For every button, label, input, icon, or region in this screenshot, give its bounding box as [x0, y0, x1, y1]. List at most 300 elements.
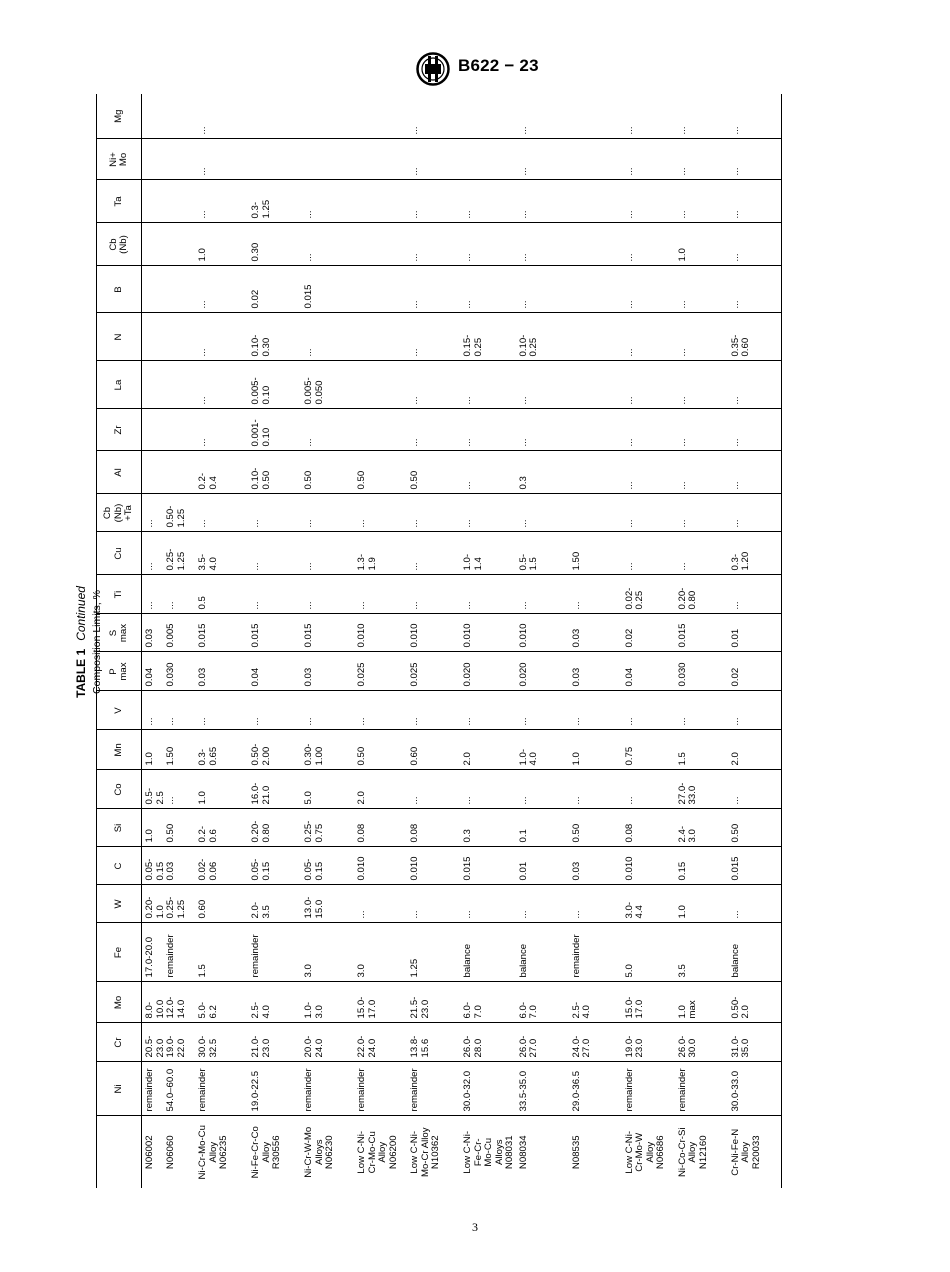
column-header: Ni: [97, 1062, 142, 1116]
table-cell: [195, 409, 248, 451]
table-cell: [142, 652, 196, 691]
table-cell: [569, 691, 622, 730]
cell-text: ... ...: [144, 717, 176, 726]
cell-text: 5.0: [303, 791, 314, 805]
cell-text: remainder: [623, 1068, 635, 1112]
cell-text: ...: [462, 253, 473, 262]
cell-text: 8.0- 10.0 12.0- 14.0: [144, 996, 187, 1019]
table-cell: [460, 451, 516, 494]
cell-text: ...: [676, 562, 688, 571]
table-cell: [354, 982, 407, 1023]
table-cell: [569, 223, 622, 266]
cell-text: ...: [356, 717, 367, 726]
cell-text: 1.0 1.50: [144, 746, 176, 766]
table-cell: [622, 494, 675, 532]
column-header: Si: [97, 809, 142, 847]
table-cell: [569, 982, 622, 1023]
table-cell: [142, 730, 196, 770]
cell-text: 0.30- 1.00: [303, 743, 325, 766]
cell-text: ...: [303, 253, 314, 262]
cell-text: ...: [623, 253, 635, 262]
column-header: Al: [97, 451, 142, 494]
cell-text: 0.03: [197, 667, 208, 687]
cell-text: 0.15- 0.25: [462, 334, 484, 357]
table-cell: [142, 847, 196, 885]
cell-text: ...: [409, 348, 420, 357]
table-cell: [516, 847, 569, 885]
cell-text: ...: [462, 300, 473, 309]
cell-text: ...: [570, 601, 582, 610]
table-cell: [195, 770, 248, 809]
cell-text: 13.0- 15.0: [303, 896, 325, 919]
table-cell: [354, 494, 407, 532]
cell-text: ...: [517, 519, 529, 528]
cell-text: ...: [623, 348, 635, 357]
table-cell: [142, 1023, 196, 1062]
table-cell: [675, 614, 728, 652]
table-cell: [248, 809, 301, 847]
table-cell: [354, 614, 407, 652]
table-cell: [516, 94, 569, 139]
table-cell: [248, 180, 301, 223]
cell-text: ...: [729, 910, 741, 919]
table-cell: [407, 575, 460, 614]
table-cell: [301, 139, 354, 180]
table-cell: [195, 313, 248, 361]
table-cell: [622, 409, 675, 451]
cell-text: 0.50: [356, 470, 367, 490]
table-cell: [195, 847, 248, 885]
alloy-designation: [460, 1116, 516, 1188]
cell-text: ...: [729, 481, 741, 490]
table-cell: [301, 770, 354, 809]
cell-text: ...: [623, 396, 635, 405]
table-cell: [407, 94, 460, 139]
cell-text: ...: [303, 601, 314, 610]
cell-text: ...: [517, 126, 529, 135]
cell-text: 0.60: [409, 746, 420, 766]
table-cell: [195, 885, 248, 923]
cell-text: ...: [729, 519, 741, 528]
table-cell: [569, 94, 622, 139]
table-cell: [569, 847, 622, 885]
table-cell: [407, 361, 460, 409]
table-cell: [407, 885, 460, 923]
table-cell: [675, 451, 728, 494]
table-cell: [301, 361, 354, 409]
table-cell: [728, 730, 782, 770]
table-cell: [248, 94, 301, 139]
cell-text: ...: [462, 210, 473, 219]
table-cell: [195, 223, 248, 266]
cell-text: 0.015: [676, 623, 688, 648]
table-cell: [569, 266, 622, 313]
cell-text: 2.0: [462, 752, 473, 766]
cell-text: ...: [462, 481, 473, 490]
cell-text: Ni-Cr-Mo-Cu Alloy N06235: [197, 1125, 229, 1180]
cell-text: ...: [729, 601, 741, 610]
cell-text: 0.20- 1.0 0.25- 1.25: [144, 896, 187, 919]
table-cell: [675, 575, 728, 614]
cell-text: ...: [197, 717, 208, 726]
cell-text: Low C-Ni- Fe-Cr- Mo-Cu Alloys N08031: [462, 1130, 515, 1174]
cell-text: 26.0- 28.0: [462, 1035, 484, 1058]
cell-text: ...: [676, 481, 688, 490]
table-cell: [622, 923, 675, 982]
table-cell: [622, 94, 675, 139]
table-cell: [728, 770, 782, 809]
table-cell: [516, 652, 569, 691]
table-cell: [195, 361, 248, 409]
cell-text: 1.3- 1.9: [356, 553, 378, 571]
table-cell: [460, 1023, 516, 1062]
table-cell: [460, 532, 516, 575]
cell-text: ...: [676, 167, 688, 176]
cell-text: ...: [517, 601, 529, 610]
table-cell: [516, 313, 569, 361]
table-cell: [516, 532, 569, 575]
column-header: La: [97, 361, 142, 409]
table-cell: [728, 451, 782, 494]
cell-text: ...: [517, 438, 529, 447]
cell-text: ...: [197, 167, 208, 176]
cell-text: 29.0-36.5: [570, 1070, 582, 1112]
column-header: Ni+ Mo: [97, 139, 142, 180]
table-cell: [569, 532, 622, 575]
cell-text: ...: [303, 562, 314, 571]
cell-text: 1.0: [197, 791, 208, 805]
table-cell: [675, 532, 728, 575]
cell-text: Low C-Ni- Cr-Mo-W Alloy N06686: [623, 1130, 666, 1174]
table-cell: [248, 532, 301, 575]
table-cell: [516, 770, 569, 809]
cell-text: 1.0: [570, 752, 582, 766]
cell-text: 0.60: [197, 899, 208, 919]
cell-text: 0.005- 0.10: [250, 377, 272, 405]
cell-text: 1.25: [409, 958, 420, 978]
table-cell: [195, 1062, 248, 1116]
cell-text: remainder 54.0–60.0: [144, 1068, 176, 1112]
table-cell: [516, 180, 569, 223]
cell-text: ...: [729, 396, 741, 405]
table-cell: [460, 691, 516, 730]
cell-text: ...: [197, 519, 208, 528]
cell-text: ...: [676, 126, 688, 135]
cell-text: 0.10- 0.30: [250, 334, 272, 357]
cell-text: 0.50- 2.0: [729, 996, 751, 1019]
cell-text: 0.010: [409, 856, 420, 881]
cell-text: N08535: [570, 1135, 582, 1170]
column-header: Mn: [97, 730, 142, 770]
table-cell: [728, 361, 782, 409]
cell-text: ... 0.50- 1.25: [144, 505, 187, 528]
table-cell: [301, 730, 354, 770]
cell-text: 2.5- 4.0: [250, 1001, 272, 1019]
cell-text: ...: [197, 396, 208, 405]
table-cell: [675, 223, 728, 266]
table-cell: [301, 809, 354, 847]
alloy-designation: [301, 1116, 354, 1188]
cell-text: 0.50: [729, 823, 741, 843]
cell-text: 0.08: [409, 823, 420, 843]
table-cell: [142, 361, 196, 409]
table-cell: [354, 809, 407, 847]
cell-text: 0.35- 0.60: [729, 334, 751, 357]
column-header: Cb (Nb): [97, 223, 142, 266]
cell-text: ...: [356, 601, 367, 610]
page-number: 3: [472, 1220, 478, 1234]
table-cell: [248, 361, 301, 409]
alloy-designation: [569, 1116, 622, 1188]
table-cell: [301, 223, 354, 266]
table-cell: [728, 1062, 782, 1116]
alloy-designation: [675, 1116, 728, 1188]
cell-text: ...: [250, 519, 261, 528]
table-cell: [622, 451, 675, 494]
cell-text: remainder: [409, 1068, 420, 1112]
table-cell: [248, 313, 301, 361]
cell-text: 0.015: [462, 856, 473, 881]
column-header: W: [97, 885, 142, 923]
table-cell: [675, 770, 728, 809]
table-cell: [248, 885, 301, 923]
table-cell: [728, 575, 782, 614]
table-cell: [622, 532, 675, 575]
cell-text: ...: [570, 796, 582, 805]
table-cell: [569, 614, 622, 652]
table-cell: [195, 94, 248, 139]
cell-text: 0.010: [356, 623, 367, 648]
cell-text: ...: [356, 910, 367, 919]
table-cell: [354, 139, 407, 180]
cell-text: 3.0- 4.4: [623, 901, 645, 919]
cell-text: 0.03: [570, 861, 582, 881]
table-cell: [622, 1062, 675, 1116]
cell-text: 0.010: [517, 623, 529, 648]
table-cell: [301, 494, 354, 532]
cell-text: ...: [517, 167, 529, 176]
table-cell: [460, 923, 516, 982]
cell-text: ... 0.25- 1.25: [144, 548, 187, 571]
cell-text: remainder: [356, 1068, 367, 1112]
table-cell: [569, 770, 622, 809]
column-header: C: [97, 847, 142, 885]
table-cell: [407, 139, 460, 180]
cell-text: ...: [676, 519, 688, 528]
table-cell: [142, 809, 196, 847]
cell-text: ...: [570, 910, 582, 919]
table-cell: [569, 494, 622, 532]
cell-text: 0.1: [517, 829, 529, 843]
table-cell: [728, 923, 782, 982]
table-cell: [142, 266, 196, 313]
cell-text: 17.0-20.0 remainder: [144, 934, 176, 978]
cell-text: 0.50: [409, 470, 420, 490]
table-cell: [301, 575, 354, 614]
cell-text: Low C-Ni- Mo-Cr Alloy N10362: [409, 1127, 441, 1178]
cell-text: ...: [409, 562, 420, 571]
cell-text: ...: [250, 562, 261, 571]
table-cell: [301, 180, 354, 223]
table-cell: [675, 730, 728, 770]
table-cell: [622, 223, 675, 266]
table-cell: [460, 494, 516, 532]
table-row: [301, 94, 354, 1188]
table-cell: [407, 266, 460, 313]
cell-text: 0.020: [462, 662, 473, 687]
cell-text: ...: [462, 796, 473, 805]
table-cell: [569, 923, 622, 982]
table-cell: [248, 451, 301, 494]
table-cell: [569, 652, 622, 691]
table-cell: [301, 532, 354, 575]
table-cell: [248, 652, 301, 691]
cell-text: 19.0- 23.0: [623, 1035, 645, 1058]
cell-text: ...: [517, 253, 529, 262]
table-cell: [142, 923, 196, 982]
table-cell: [407, 652, 460, 691]
cell-text: 0.05- 0.15: [303, 858, 325, 881]
table-row: [248, 94, 301, 1188]
cell-text: N06002 N06060: [144, 1135, 176, 1170]
alloy-designation: [248, 1116, 301, 1188]
table-cell: [728, 409, 782, 451]
table-cell: [460, 614, 516, 652]
table-cell: [248, 982, 301, 1023]
cell-text: 0.3- 1.25: [250, 199, 272, 219]
cell-text: balance: [517, 943, 529, 978]
column-header: Cr: [97, 1023, 142, 1062]
table-cell: [248, 923, 301, 982]
cell-text: ...: [462, 519, 473, 528]
cell-text: ...: [729, 796, 741, 805]
table-cell: [248, 847, 301, 885]
column-header: Mg: [97, 94, 142, 139]
table-cell: [460, 982, 516, 1023]
cell-text: 0.08: [356, 823, 367, 843]
alloy-designation: [142, 1116, 196, 1188]
cell-text: 1.0: [197, 248, 208, 262]
cell-text: ...: [409, 438, 420, 447]
cell-text: 0.01: [729, 628, 741, 648]
cell-text: ...: [676, 717, 688, 726]
table-cell: [569, 451, 622, 494]
cell-text: Low C-Ni- Cr-Mo-Cu Alloy N06200: [356, 1130, 399, 1174]
cell-text: 0.20- 0.80: [676, 587, 698, 610]
cell-text: ...: [409, 210, 420, 219]
column-header: Mo: [97, 982, 142, 1023]
table-cell: [407, 847, 460, 885]
table-cell: [301, 885, 354, 923]
table-cell: [142, 614, 196, 652]
table-cell: [516, 923, 569, 982]
table-row: [569, 94, 622, 1188]
table-cell: [195, 532, 248, 575]
cell-text: ...: [462, 438, 473, 447]
cell-text: 0.5: [197, 596, 208, 610]
cell-text: 2.0: [729, 752, 741, 766]
alloy-designation: [354, 1116, 407, 1188]
table-cell: [516, 409, 569, 451]
table-cell: [622, 266, 675, 313]
cell-text: ...: [303, 438, 314, 447]
cell-text: 30.0-32.0: [462, 1070, 473, 1112]
table-cell: [407, 532, 460, 575]
cell-text: 0.025: [356, 662, 367, 687]
cell-text: ...: [462, 717, 473, 726]
table-cell: [675, 652, 728, 691]
cell-text: 0.005- 0.050: [303, 377, 325, 405]
cell-text: ...: [462, 601, 473, 610]
cell-text: 0.08: [623, 823, 635, 843]
table-cell: [407, 1023, 460, 1062]
table-cell: [516, 575, 569, 614]
table-cell: [142, 409, 196, 451]
table-cell: [142, 180, 196, 223]
cell-text: ...: [409, 167, 420, 176]
cell-text: ...: [623, 167, 635, 176]
table-cell: [248, 1023, 301, 1062]
cell-text: ...: [409, 717, 420, 726]
cell-text: Ni-Co-Cr-Si Alloy N12160: [676, 1127, 709, 1178]
table-cell: [622, 982, 675, 1023]
cell-text: 0.020: [517, 662, 529, 687]
cell-text: 0.05- 0.15: [250, 858, 272, 881]
cell-text: 2.4- 3.0: [676, 825, 698, 843]
table-cell: [675, 266, 728, 313]
table-cell: [622, 361, 675, 409]
cell-text: ...: [676, 396, 688, 405]
cell-text: 13.8- 15.6: [409, 1035, 431, 1058]
cell-text: ...: [729, 717, 741, 726]
table-cell: [675, 1062, 728, 1116]
table-cell: [622, 770, 675, 809]
table-cell: [195, 180, 248, 223]
table-cell: [195, 451, 248, 494]
cell-text: ...: [303, 519, 314, 528]
table-cell: [460, 409, 516, 451]
table-cell: [622, 139, 675, 180]
cell-text: ...: [570, 717, 582, 726]
table-cell: [354, 770, 407, 809]
table-cell: [622, 575, 675, 614]
cell-text: 1.0 0.50: [144, 823, 176, 843]
cell-text: 0.02: [623, 628, 635, 648]
table-cell: [675, 691, 728, 730]
table-cell: [301, 266, 354, 313]
table-cell: [569, 180, 622, 223]
table-cell: [354, 885, 407, 923]
cell-text: ...: [623, 300, 635, 309]
page-header: [0, 52, 950, 86]
column-header: Cu: [97, 532, 142, 575]
column-header: [97, 1116, 142, 1188]
cell-text: remainder: [250, 934, 261, 978]
cell-text: ...: [197, 210, 208, 219]
table-cell: [248, 409, 301, 451]
rotated-table-region: [72, 96, 880, 1188]
cell-text: ...: [623, 562, 635, 571]
table-cell: [728, 139, 782, 180]
cell-text: 0.50: [303, 470, 314, 490]
cell-text: ...: [517, 396, 529, 405]
table-cell: [569, 575, 622, 614]
cell-text: remainder: [676, 1068, 688, 1112]
table-cell: [460, 1062, 516, 1116]
table-cell: [622, 180, 675, 223]
cell-text: 1.5: [197, 964, 208, 978]
table-cell: [248, 730, 301, 770]
